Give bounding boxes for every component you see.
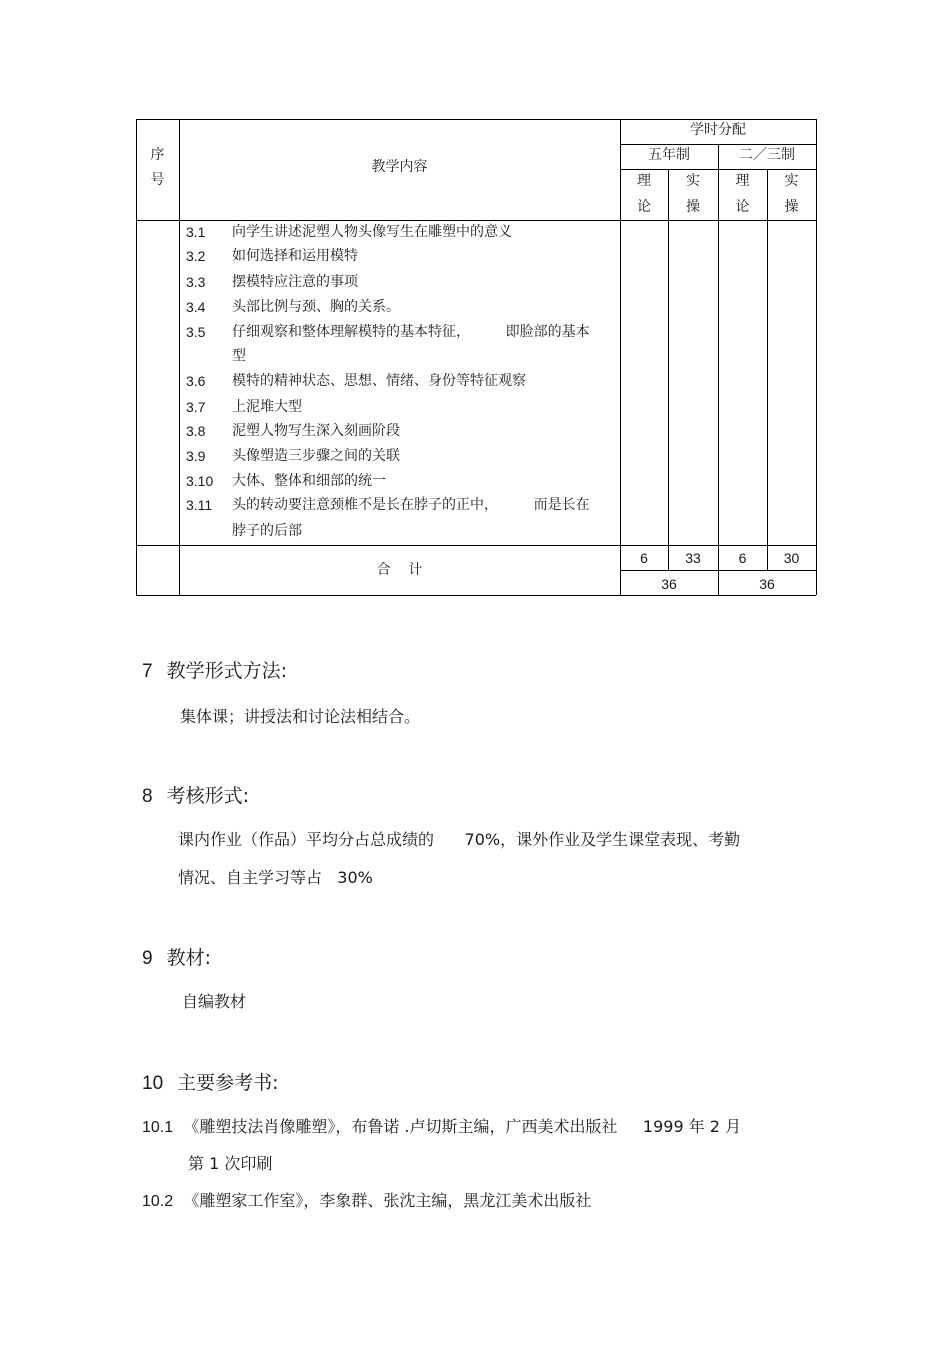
- header-five-practice-2: 操: [686, 199, 700, 215]
- section-body: 集体课；讲授法和讨论法相结合。: [180, 707, 421, 726]
- section-body-continued: 情况、自主学习等占 30%: [178, 868, 373, 887]
- section-number: 10: [142, 1073, 164, 1094]
- row-text: 如何选择和运用模特: [232, 248, 358, 264]
- section-number: 7: [142, 661, 153, 682]
- section-title: 主要参考书:: [177, 1072, 279, 1094]
- row-number: 3.11: [186, 497, 213, 513]
- row-number: 3.2: [186, 248, 206, 264]
- row-text-continued: 型: [232, 348, 246, 364]
- header-seq-1: 序: [150, 147, 165, 163]
- row-number: 3.10: [186, 473, 214, 489]
- row-text: 泥塑人物写生深入刻画阶段: [232, 423, 400, 439]
- section-title: 教学形式方法:: [166, 660, 287, 682]
- total-label: 合 计: [376, 562, 423, 578]
- header-two-practice-1: 实: [784, 173, 799, 189]
- row-text: 头部比例与颈、胸的关系。: [232, 299, 400, 315]
- row-number: 3.9: [186, 448, 206, 464]
- section-title: 教材:: [166, 947, 211, 969]
- row-number: 3.8: [186, 423, 206, 439]
- header-five-practice-1: 实: [686, 173, 700, 189]
- row-text: 上泥堆大型: [232, 399, 302, 415]
- header-five-theory-1: 理: [637, 173, 651, 189]
- row-text: 大体、整体和细部的统一: [232, 473, 386, 489]
- row-number: 3.4: [186, 299, 206, 315]
- row-text: 摆模特应注意的事项: [232, 274, 358, 290]
- row-number: 3.3: [186, 274, 206, 290]
- total-two-sum: 36: [759, 576, 775, 592]
- total-two-theory: 6: [738, 550, 747, 566]
- reference-number: 10.2: [142, 1193, 174, 1210]
- reference-text: 《雕塑家工作室》，李象群、张沈主编，黑龙江美术出版社: [183, 1191, 592, 1210]
- header-two-theory-2: 论: [735, 199, 750, 215]
- section-title: 考核形式:: [166, 785, 249, 807]
- row-text-continued: 脖子的后部: [232, 523, 302, 539]
- header-two-practice-2: 操: [784, 199, 799, 215]
- row-text: 仔细观察和整体理解模特的基本特征， 即脸部的基本: [232, 324, 590, 340]
- section-body: 自编教材: [182, 992, 247, 1011]
- reference-item: [142, 1191, 591, 1212]
- row-text: 向学生讲述泥塑人物头像写生在雕塑中的意义: [232, 224, 512, 240]
- row-text: 头的转动要注意颈椎不是长在脖子的正中， 而是长在: [232, 497, 590, 513]
- reference-text-continued: 第 1 次印刷: [188, 1154, 273, 1173]
- reference-number: 10.1: [142, 1119, 174, 1136]
- header-content: 教学内容: [371, 159, 428, 175]
- row-number: 3.6: [186, 373, 206, 389]
- section-body: 课内作业（作品）平均分占总成绩的 70%，课外作业及学生课堂表现、考勤: [178, 830, 741, 849]
- section-number: 8: [142, 786, 153, 807]
- header-five-year: 五年制: [648, 147, 690, 163]
- row-text: 模特的精神状态、思想、情绪、身份等特征观察: [232, 373, 526, 389]
- reference-item: [142, 1117, 741, 1138]
- header-two-theory-1: 理: [735, 173, 750, 189]
- header-hours: 学时分配: [690, 122, 746, 138]
- total-five-theory: 6: [640, 550, 648, 566]
- total-two-practice: 30: [783, 550, 800, 566]
- row-number: 3.5: [186, 324, 206, 340]
- header-seq-2: 号: [150, 172, 165, 188]
- row-number: 3.1: [186, 224, 206, 240]
- row-text: 头像塑造三步骤之间的关联: [232, 448, 400, 464]
- total-five-practice: 33: [685, 550, 701, 566]
- header-five-theory-2: 论: [637, 199, 651, 215]
- section-number: 9: [142, 948, 153, 969]
- reference-text: 《雕塑技法肖像雕塑》，布鲁诺 .卢切斯主编，广西美术出版社 1999 年 2 月: [183, 1117, 742, 1136]
- total-five-sum: 36: [661, 576, 677, 592]
- header-two-three-year: 二／三制: [739, 147, 795, 163]
- row-number: 3.7: [186, 399, 206, 415]
